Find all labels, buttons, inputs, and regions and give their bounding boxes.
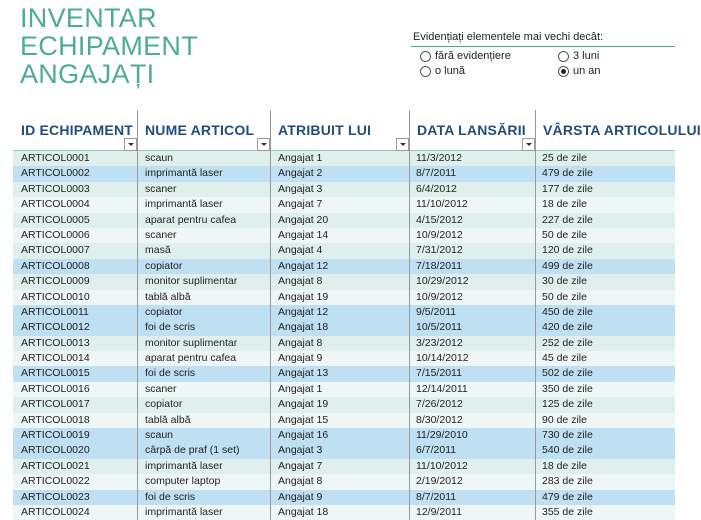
cell-item-name: tablă albă bbox=[145, 290, 191, 303]
cell-item-name: masă bbox=[145, 244, 171, 257]
cell-item-age: 479 de zile bbox=[542, 490, 593, 503]
cell-item-age: 50 de zile bbox=[542, 290, 587, 303]
cell-item-name: computer laptop bbox=[145, 475, 221, 488]
cell-release-date: 6/4/2012 bbox=[416, 182, 457, 195]
cell-assigned-to: Angajat 15 bbox=[278, 413, 329, 426]
cell-item-name: scaner bbox=[145, 228, 177, 241]
cell-item-age: 499 de zile bbox=[542, 259, 593, 272]
column-header-id bbox=[13, 110, 137, 150]
cell-assigned-to: Angajat 12 bbox=[278, 259, 329, 272]
table-row[interactable] bbox=[13, 228, 675, 243]
cell-item-age: 45 de zile bbox=[542, 352, 587, 365]
cell-id: ARTICOL0006 bbox=[21, 228, 90, 241]
cell-item-name: aparat pentru cafea bbox=[145, 213, 237, 226]
cell-release-date: 8/7/2011 bbox=[416, 490, 457, 503]
cell-id: ARTICOL0005 bbox=[21, 213, 90, 226]
cell-item-name: foi de scris bbox=[145, 490, 196, 503]
cell-release-date: 10/29/2012 bbox=[416, 275, 469, 288]
filter-label: Evidențiați elementele mai vechi decât: bbox=[413, 31, 604, 43]
cell-assigned-to: Angajat 19 bbox=[278, 290, 329, 303]
cell-assigned-to: Angajat 13 bbox=[278, 367, 329, 380]
column-header-item-age bbox=[535, 110, 701, 150]
cell-item-name: scaner bbox=[145, 182, 177, 195]
cell-id: ARTICOL0007 bbox=[21, 244, 90, 257]
cell-id: ARTICOL0014 bbox=[21, 352, 90, 365]
cell-item-name: copiator bbox=[145, 259, 183, 272]
table-row[interactable] bbox=[13, 397, 675, 412]
table-row[interactable] bbox=[13, 505, 675, 520]
cell-release-date: 10/5/2011 bbox=[416, 321, 462, 334]
cell-item-age: 227 de zile bbox=[542, 213, 593, 226]
cell-item-age: 25 de zile bbox=[542, 152, 587, 164]
filter-dropdown-icon[interactable] bbox=[396, 138, 409, 151]
table-body bbox=[13, 151, 675, 520]
cell-item-name: scaun bbox=[145, 429, 174, 442]
cell-id: ARTICOL0003 bbox=[21, 182, 90, 195]
column-header-label: ATRIBUIT LUI bbox=[278, 122, 372, 138]
table-header bbox=[13, 110, 701, 151]
cell-assigned-to: Angajat 1 bbox=[278, 152, 323, 164]
option-1-month[interactable] bbox=[420, 65, 465, 77]
cell-assigned-to: Angajat 4 bbox=[278, 244, 323, 257]
radio-1-year[interactable] bbox=[558, 66, 569, 77]
cell-assigned-to: Angajat 9 bbox=[278, 490, 323, 503]
title-line-2: ECHIPAMENT bbox=[20, 31, 199, 61]
column-divider bbox=[409, 110, 410, 520]
cell-item-name: scaun bbox=[145, 152, 174, 164]
cell-id: ARTICOL0018 bbox=[21, 413, 90, 426]
cell-item-age: 252 de zile bbox=[542, 336, 593, 349]
table-row[interactable] bbox=[13, 382, 675, 397]
cell-item-name: imprimantă laser bbox=[145, 459, 223, 472]
column-header-assigned-to bbox=[270, 110, 409, 150]
cell-item-name: scaner bbox=[145, 382, 177, 395]
column-divider bbox=[137, 110, 138, 520]
cell-item-age: 540 de zile bbox=[542, 444, 593, 457]
cell-release-date: 12/9/2011 bbox=[416, 505, 462, 518]
table-row[interactable] bbox=[13, 443, 675, 458]
column-header-label: DATA LANSĂRII bbox=[417, 122, 526, 138]
cell-item-age: 18 de zile bbox=[542, 198, 587, 211]
table-row[interactable] bbox=[13, 182, 675, 197]
cell-assigned-to: Angajat 20 bbox=[278, 213, 329, 226]
column-header-item-name bbox=[137, 110, 270, 150]
cell-id: ARTICOL0021 bbox=[21, 459, 90, 472]
filter-divider bbox=[411, 46, 675, 47]
cell-item-name: copiator bbox=[145, 305, 183, 318]
table-row[interactable] bbox=[13, 351, 675, 366]
cell-item-age: 450 de zile bbox=[542, 305, 593, 318]
table-row[interactable] bbox=[13, 459, 675, 474]
cell-item-name: imprimantă laser bbox=[145, 198, 223, 211]
cell-release-date: 8/7/2011 bbox=[416, 167, 457, 180]
cell-id: ARTICOL0024 bbox=[21, 505, 90, 518]
cell-item-name: monitor suplimentar bbox=[145, 336, 238, 349]
cell-item-age: 30 de zile bbox=[542, 275, 587, 288]
cell-release-date: 11/3/2012 bbox=[416, 152, 462, 164]
cell-release-date: 7/15/2011 bbox=[416, 367, 462, 380]
radio-no-highlight[interactable] bbox=[420, 51, 431, 62]
page-title bbox=[20, 4, 198, 88]
cell-assigned-to: Angajat 8 bbox=[278, 475, 323, 488]
option-3-months[interactable] bbox=[558, 50, 599, 62]
cell-item-name: copiator bbox=[145, 398, 183, 411]
option-label: fără evidențiere bbox=[435, 50, 511, 62]
table-row[interactable] bbox=[13, 290, 675, 305]
cell-item-age: 420 de zile bbox=[542, 321, 593, 334]
cell-assigned-to: Angajat 14 bbox=[278, 228, 329, 241]
cell-id: ARTICOL0013 bbox=[21, 336, 90, 349]
cell-assigned-to: Angajat 8 bbox=[278, 336, 323, 349]
cell-release-date: 8/30/2012 bbox=[416, 413, 463, 426]
cell-release-date: 7/31/2012 bbox=[416, 244, 463, 257]
cell-assigned-to: Angajat 7 bbox=[278, 459, 323, 472]
cell-item-name: imprimantă laser bbox=[145, 505, 223, 518]
cell-id: ARTICOL0002 bbox=[21, 167, 90, 180]
table-row[interactable] bbox=[13, 213, 675, 228]
table-row[interactable] bbox=[13, 490, 675, 505]
highlight-filter bbox=[411, 31, 675, 47]
cell-assigned-to: Angajat 1 bbox=[278, 382, 323, 395]
radio-1-month[interactable] bbox=[420, 66, 431, 77]
cell-release-date: 7/26/2012 bbox=[416, 398, 463, 411]
cell-id: ARTICOL0010 bbox=[21, 290, 90, 303]
column-header-release-date bbox=[409, 110, 535, 150]
cell-release-date: 3/23/2012 bbox=[416, 336, 463, 349]
table-row[interactable] bbox=[13, 366, 675, 381]
option-label: o lună bbox=[435, 65, 465, 77]
cell-item-age: 18 de zile bbox=[542, 459, 587, 472]
table-row[interactable] bbox=[13, 197, 675, 212]
cell-assigned-to: Angajat 7 bbox=[278, 198, 323, 211]
column-divider bbox=[535, 110, 536, 520]
cell-release-date: 7/18/2011 bbox=[416, 259, 462, 272]
cell-id: ARTICOL0020 bbox=[21, 444, 90, 457]
cell-item-name: foi de scris bbox=[145, 321, 196, 334]
option-label: un an bbox=[573, 65, 601, 77]
cell-item-name: imprimantă laser bbox=[145, 167, 223, 180]
cell-item-age: 355 de zile bbox=[542, 505, 593, 518]
option-label: 3 luni bbox=[573, 50, 600, 62]
cell-item-age: 50 de zile bbox=[542, 228, 587, 241]
cell-id: ARTICOL0016 bbox=[21, 382, 90, 395]
cell-id: ARTICOL0012 bbox=[21, 321, 90, 334]
cell-id: ARTICOL0011 bbox=[21, 305, 89, 318]
cell-release-date: 2/19/2012 bbox=[416, 475, 463, 488]
cell-assigned-to: Angajat 3 bbox=[278, 444, 323, 457]
cell-item-age: 177 de zile bbox=[542, 182, 593, 195]
cell-release-date: 6/7/2011 bbox=[416, 444, 457, 457]
cell-item-age: 90 de zile bbox=[542, 413, 587, 426]
cell-item-age: 283 de zile bbox=[542, 475, 593, 488]
cell-release-date: 12/14/2011 bbox=[416, 382, 468, 395]
cell-assigned-to: Angajat 3 bbox=[278, 182, 323, 195]
cell-item-name: aparat pentru cafea bbox=[145, 352, 237, 365]
cell-release-date: 10/9/2012 bbox=[416, 290, 463, 303]
cell-item-age: 125 de zile bbox=[542, 398, 593, 411]
table-row[interactable] bbox=[13, 428, 675, 443]
filter-dropdown-icon[interactable] bbox=[522, 138, 535, 151]
cell-assigned-to: Angajat 8 bbox=[278, 275, 323, 288]
cell-id: ARTICOL0015 bbox=[21, 367, 90, 380]
cell-assigned-to: Angajat 16 bbox=[278, 429, 329, 442]
cell-item-age: 730 de zile bbox=[542, 429, 593, 442]
table-row[interactable] bbox=[13, 336, 675, 351]
cell-item-name: cârpă de praf (1 set) bbox=[145, 444, 240, 457]
cell-release-date: 10/9/2012 bbox=[416, 228, 463, 241]
filter-dropdown-icon[interactable] bbox=[124, 138, 137, 151]
title-line-1: INVENTAR bbox=[20, 3, 157, 33]
table-row[interactable] bbox=[13, 274, 675, 289]
cell-id: ARTICOL0001 bbox=[21, 152, 90, 164]
cell-id: ARTICOL0009 bbox=[21, 275, 90, 288]
column-header-label: NUME ARTICOL bbox=[145, 122, 255, 138]
table-row[interactable] bbox=[13, 151, 675, 166]
cell-release-date: 9/5/2011 bbox=[416, 305, 457, 318]
cell-item-age: 350 de zile bbox=[542, 382, 593, 395]
title-line-3: ANGAJAȚI bbox=[20, 59, 155, 89]
option-1-year[interactable] bbox=[558, 65, 601, 77]
cell-assigned-to: Angajat 2 bbox=[278, 167, 323, 180]
table-row[interactable] bbox=[13, 259, 675, 274]
cell-release-date: 11/10/2012 bbox=[416, 198, 468, 211]
cell-item-age: 502 de zile bbox=[542, 367, 593, 380]
cell-id: ARTICOL0017 bbox=[21, 398, 90, 411]
cell-assigned-to: Angajat 12 bbox=[278, 305, 329, 318]
table-row[interactable] bbox=[13, 305, 675, 320]
cell-id: ARTICOL0004 bbox=[21, 198, 90, 211]
cell-assigned-to: Angajat 9 bbox=[278, 352, 323, 365]
cell-id: ARTICOL0019 bbox=[21, 429, 90, 442]
table-row[interactable] bbox=[13, 243, 675, 258]
cell-id: ARTICOL0008 bbox=[21, 259, 90, 272]
table-row[interactable] bbox=[13, 166, 675, 181]
column-divider bbox=[270, 110, 271, 520]
table-row[interactable] bbox=[13, 474, 675, 489]
option-no-highlight[interactable] bbox=[420, 50, 511, 62]
filter-dropdown-icon[interactable] bbox=[257, 138, 270, 151]
cell-release-date: 11/10/2012 bbox=[416, 459, 468, 472]
cell-assigned-to: Angajat 19 bbox=[278, 398, 329, 411]
table-row[interactable] bbox=[13, 413, 675, 428]
column-header-label: ID ECHIPAMENT bbox=[21, 122, 134, 138]
cell-assigned-to: Angajat 18 bbox=[278, 321, 329, 334]
inventory-table bbox=[13, 110, 701, 520]
cell-assigned-to: Angajat 18 bbox=[278, 505, 329, 518]
cell-item-name: foi de scris bbox=[145, 367, 196, 380]
cell-release-date: 4/15/2012 bbox=[416, 213, 463, 226]
cell-item-age: 479 de zile bbox=[542, 167, 593, 180]
cell-release-date: 11/29/2010 bbox=[416, 429, 468, 442]
cell-item-name: tablă albă bbox=[145, 413, 191, 426]
cell-release-date: 10/14/2012 bbox=[416, 352, 469, 365]
cell-id: ARTICOL0023 bbox=[21, 490, 90, 503]
column-header-label: VÂRSTA ARTICOLULUI bbox=[543, 122, 701, 138]
radio-3-months[interactable] bbox=[558, 51, 569, 62]
cell-id: ARTICOL0022 bbox=[21, 475, 90, 488]
table-row[interactable] bbox=[13, 320, 675, 335]
cell-item-name: monitor suplimentar bbox=[145, 275, 238, 288]
cell-item-age: 120 de zile bbox=[542, 244, 593, 257]
